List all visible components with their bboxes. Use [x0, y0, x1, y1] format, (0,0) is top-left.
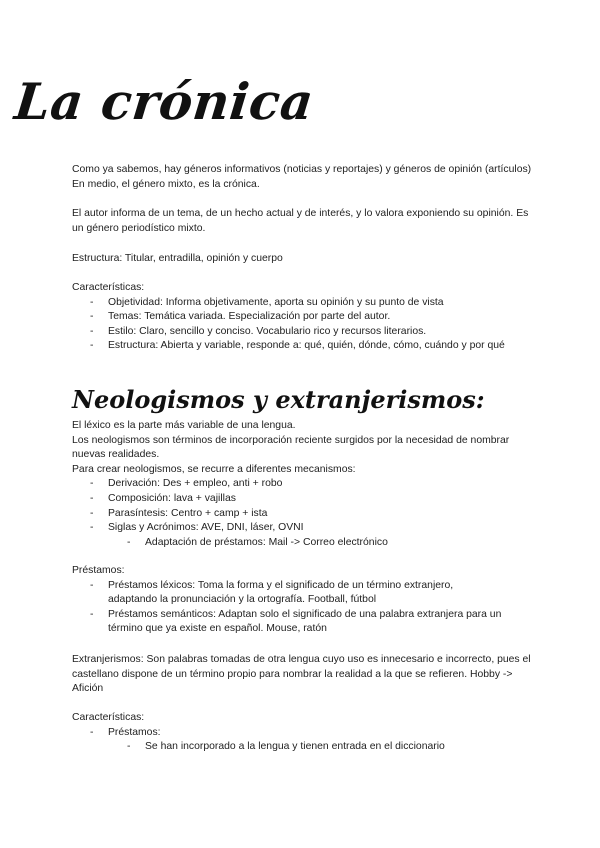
cronica-caracteristicas-label: Características:: [72, 282, 145, 293]
mecanismos-list: [72, 477, 532, 550]
list-item: - Composición: lava + vajillas: [72, 492, 532, 507]
cronica-caracteristicas-section: [72, 281, 532, 354]
extranjerismos-text: Extranjerismos: Son palabras tomadas de otra lengua cuyo uso es innecesario e incorrecto, pues el castellano dispone de un término propio para nombrar la realidad a la que se refieren. Hobby -> Afición: [72, 654, 531, 695]
list-item: - Siglas y Acrónimos: AVE, DNI, láser, OVNI: [72, 521, 532, 536]
list-item: - Préstamos:: [72, 726, 532, 741]
page-title: La crónica: [11, 72, 317, 131]
extranjerismos-caracteristicas-section: [72, 711, 532, 755]
list-item: - Préstamos semánticos: Adaptan solo el significado de una palabra extranjera para un término que ya existe en español. Mouse, ratón: [72, 608, 532, 637]
list-item: - Préstamos léxicos: Toma la forma y el significado de un término extranjero, adaptando la pronunciación y la ortografía. Football, fútbol: [72, 579, 532, 608]
cronica-estructura: Estructura: Titular, entradilla, opinión y cuerpo: [72, 253, 283, 264]
sub-list-item: - Adaptación de préstamos: Mail -> Correo electrónico: [72, 536, 532, 551]
cronica-autor-paragraph: [72, 207, 532, 236]
prestamos-label: Préstamos:: [72, 565, 125, 576]
neologismos-line-2: Los neologismos son términos de incorporación reciente surgidos por la necesidad de nombrar nuevas realidades.: [72, 434, 510, 461]
extranjerismos-list: [72, 726, 532, 755]
neologismos-line-3: Para crear neologismos, se recurre a diferentes mecanismos:: [72, 463, 356, 475]
list-item: - Objetividad: Informa objetivamente, aporta su opinión y su punto de vista: [72, 296, 532, 311]
list-item: - Parasíntesis: Centro + camp + ista: [72, 507, 532, 522]
prestamos-section: [72, 564, 532, 637]
prestamos-list: [72, 579, 532, 637]
cronica-caracteristicas-list: [72, 296, 532, 354]
neologismos-section: [72, 419, 532, 550]
sub-list-item: - Se han incorporado a la lengua y tienen entrada en el diccionario: [72, 740, 532, 755]
list-item: - Estructura: Abierta y variable, responde a: qué, quién, dónde, cómo, cuándo y por qué: [72, 339, 532, 354]
neologismos-line-1: El léxico es la parte más variable de una lengua.: [72, 420, 296, 431]
list-item: - Temas: Temática variada. Especialización por parte del autor.: [72, 310, 532, 325]
extranjerismos-paragraph: [72, 653, 532, 697]
list-item: - Derivación: Des + empleo, anti + robo: [72, 477, 532, 492]
extranjerismos-caracteristicas-label: Características:: [72, 712, 145, 723]
list-item: - Estilo: Claro, sencillo y conciso. Vocabulario rico y recursos literarios.: [72, 325, 532, 340]
cronica-intro: Como ya sabemos, hay géneros informativos (noticias y reportajes) y géneros de opinión (artículos) En medio, el género mixto, es la crónica.: [72, 164, 532, 190]
cronica-estructura-paragraph: [72, 252, 532, 267]
cronica-autor: El autor informa de un tema, de un hecho actual y de interés, y lo valora exponiendo su opinión. Es un género periodístico mixto.: [72, 208, 529, 234]
cronica-intro-paragraph: [72, 163, 532, 192]
section-heading-neologismos: Neologismos y extranjerismos:: [72, 385, 485, 414]
